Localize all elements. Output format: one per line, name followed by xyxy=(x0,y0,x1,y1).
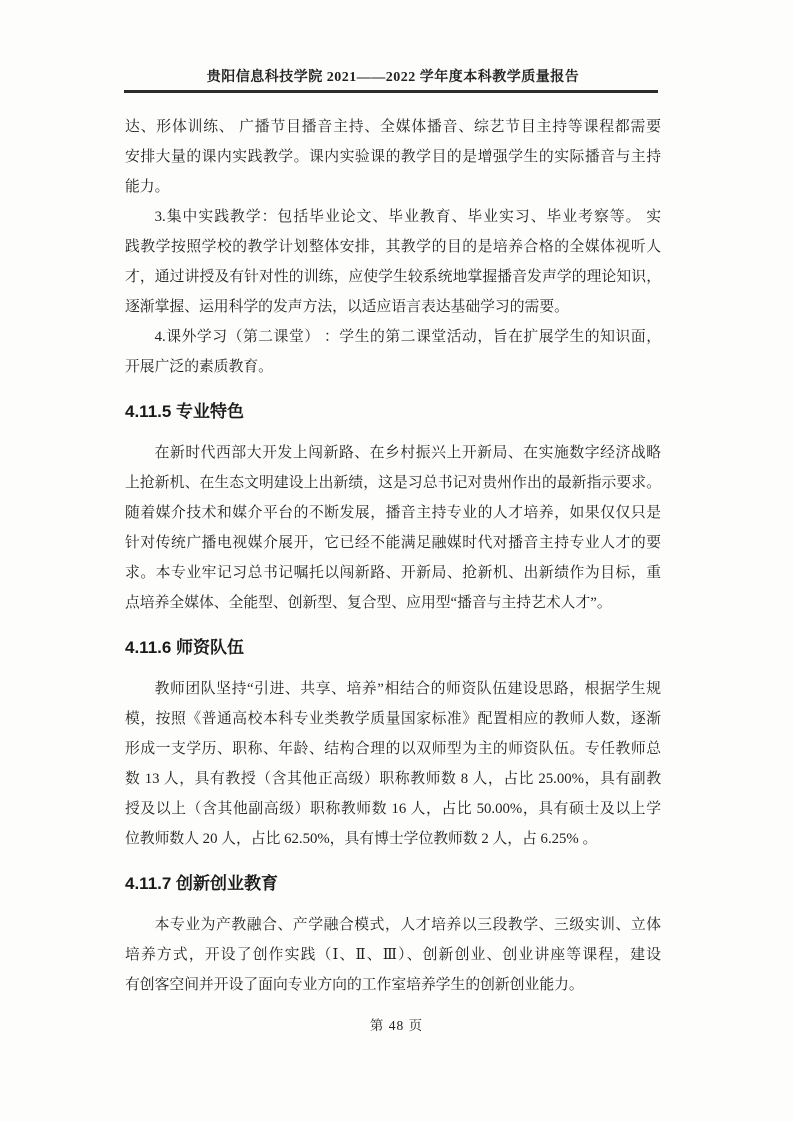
text-line: 安排大量的课内实践教学。课内实验课的教学目的是增强学生的实际播音与主持 xyxy=(125,149,661,165)
page-number-footer: 第 48 页 xyxy=(369,1018,424,1033)
text-line: 践教学按照学校的教学计划整体安排，其教学的目的是培养合格的全媒体视听人 xyxy=(125,239,661,255)
text-line: 4.课外学习（第二课堂） ：学生的第二课堂活动，旨在扩展学生的知识面， xyxy=(154,329,661,345)
text-line: 点培养全媒体、全能型、创新型、复合型、应用型“播音与主持艺术人才”。 xyxy=(125,595,612,611)
text-line: 数 13 人，具有教授（含其他正高级）职称教师数 8 人，占比 25.00%，具有副教 xyxy=(125,771,661,787)
header-divider-line xyxy=(124,90,658,93)
body-paragraph xyxy=(125,322,661,382)
body-paragraph xyxy=(125,910,661,1000)
text-line: 逐渐掌握、运用科学的发声方法，以适应语言表达基础学习的需要。 xyxy=(125,299,569,315)
text-line: 针对传统广播电视媒介展开，它已经不能满足融媒时代对播音主持专业人才的要 xyxy=(125,535,661,551)
text-line: 达、形体训练、 广播节目播音主持、全媒体播音、综艺节目主持等课程都需要 xyxy=(125,119,661,135)
section-heading-4-11-6: 4.11.6 师资队伍 xyxy=(125,638,245,657)
text-line: 有创客空间并开设了面向专业方向的工作室培养学生的创新创业能力。 xyxy=(125,977,584,993)
text-line: 形成一支学历、职称、年龄、结构合理的以双师型为主的师资队伍。专任教师总 xyxy=(125,741,661,757)
text-line: 开展广泛的素质教育。 xyxy=(125,359,273,375)
document-body xyxy=(125,112,661,1000)
text-line: 模，按照《普通高校本科专业类教学质量国家标准》配置相应的教师人数，逐渐 xyxy=(125,711,661,727)
text-line: 位教师数人 20 人，占比 62.50%，具有博士学位教师数 2 人，占 6.25% 。 xyxy=(125,831,598,847)
text-line: 授及以上（含其他副高级）职称教师数 16 人，占比 50.00%，具有硕士及以上学 xyxy=(125,801,661,817)
section-heading-4-11-5: 4.11.5 专业特色 xyxy=(125,402,245,421)
text-line: 上抢新机、在生态文明建设上出新绩，这是习总书记对贵州作出的最新指示要求。 xyxy=(125,475,661,491)
text-line: 在新时代西部大开发上闯新路、在乡村振兴上开新局、在实施数字经济战略 xyxy=(154,445,661,461)
text-line: 能力。 xyxy=(125,179,170,195)
text-line: 随着媒介技术和媒介平台的不断发展，播音主持专业的人才培养，如果仅仅只是 xyxy=(125,505,661,521)
text-line: 培养方式，开设了创作实践（Ⅰ、Ⅱ、Ⅲ）、创新创业、创业讲座等课程，建设 xyxy=(125,947,661,963)
text-line: 求。本专业牢记习总书记嘱托以闯新路、开新局、抢新机、出新绩作为目标，重 xyxy=(125,565,661,581)
page-header-title: 贵阳信息科技学院 2021——2022 学年度本科教学质量报告 xyxy=(206,70,580,85)
text-line: 3.集中实践教学：包括毕业论文、毕业教育、毕业实习、毕业考察等。 实 xyxy=(154,209,661,225)
body-paragraph xyxy=(125,112,661,202)
body-paragraph xyxy=(125,674,661,854)
section-heading-4-11-7: 4.11.7 创新创业教育 xyxy=(125,874,279,893)
body-paragraph xyxy=(125,438,661,618)
text-line: 才，通过讲授及有针对性的训练，应使学生较系统地掌握播音发声学的理论知识， xyxy=(125,269,661,285)
body-paragraph xyxy=(125,202,661,322)
text-line: 教师团队坚持“引进、共享、培养”相结合的师资队伍建设思路，根据学生规 xyxy=(154,681,661,697)
text-line: 本专业为产教融合、产学融合模式，人才培养以三段教学、三级实训、立体 xyxy=(154,917,661,933)
